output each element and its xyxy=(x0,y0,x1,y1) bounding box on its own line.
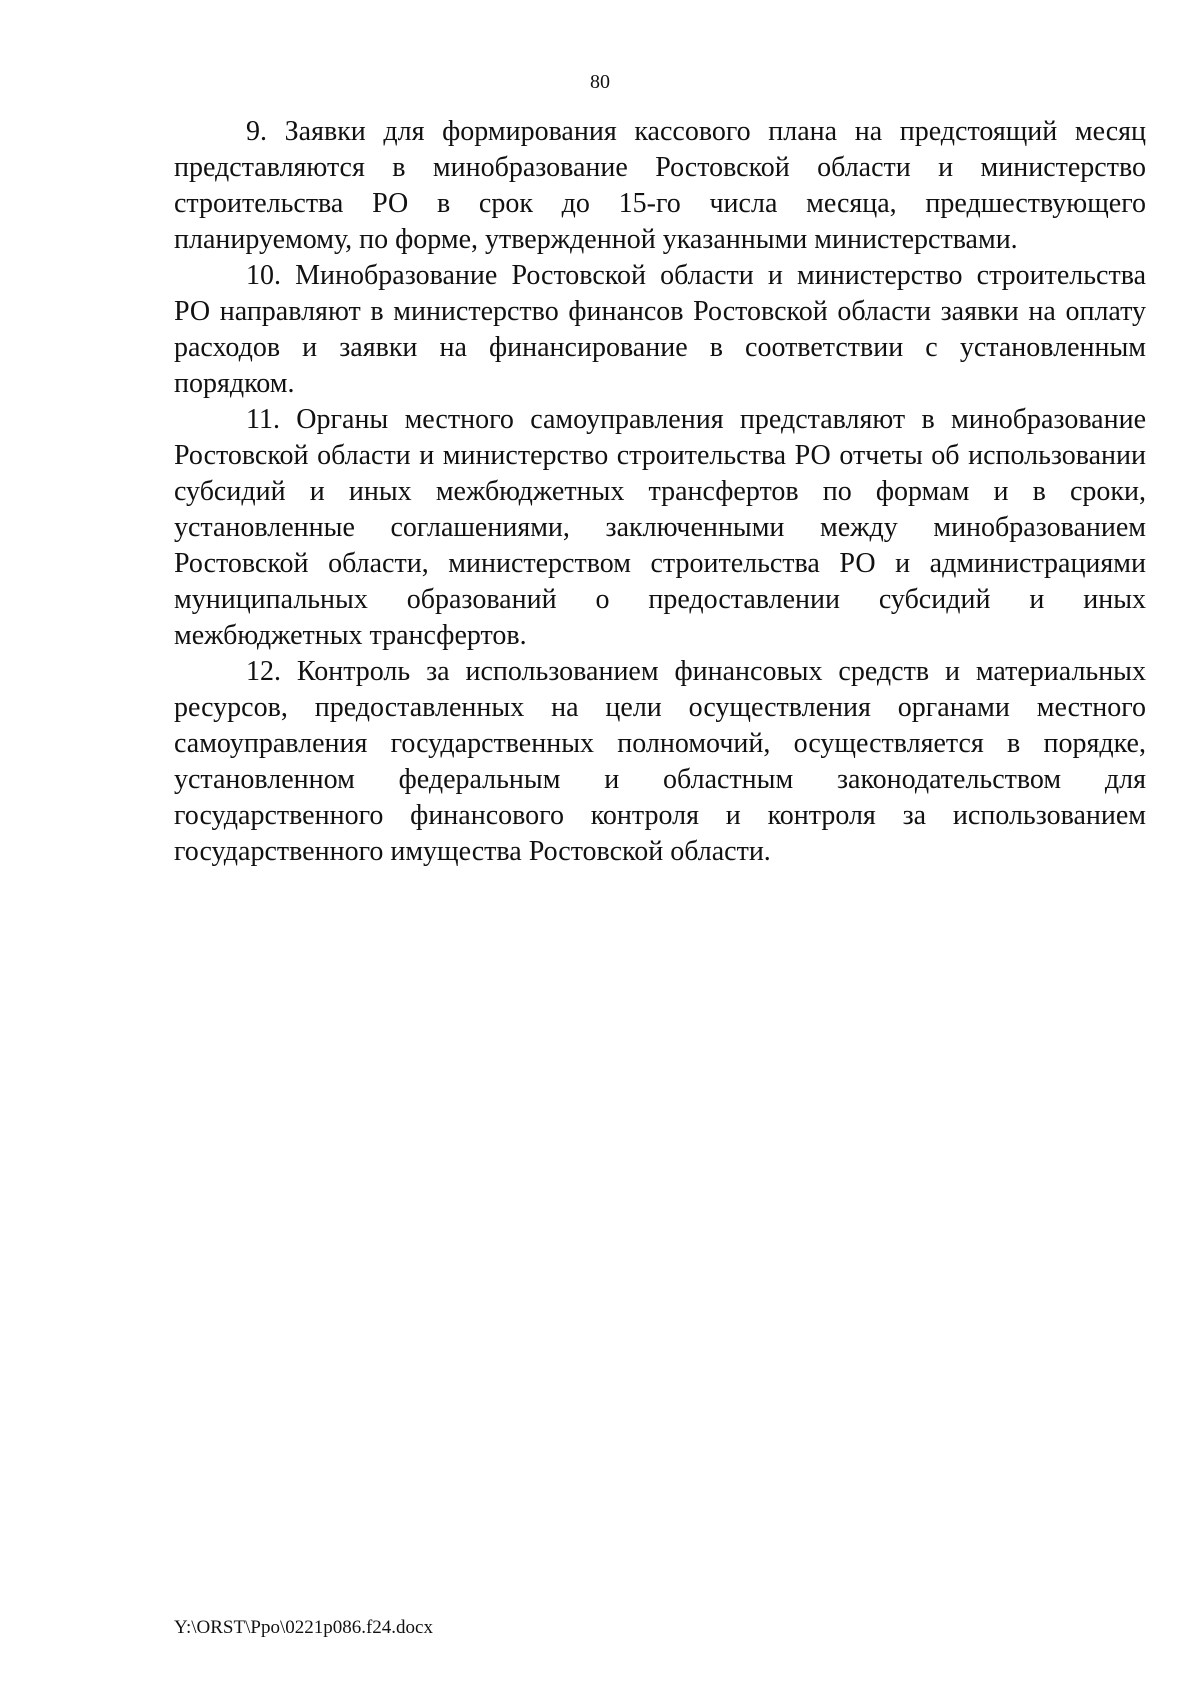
paragraph-10: 10. Минобразование Ростовской области и министерство строительства РО направляют в министерство финансов Ростовской области заявки на оплату расходов и заявки на финансирование в соответствии с установленным порядком. xyxy=(174,260,1146,399)
paragraph-12: 12. Контроль за использованием финансовых средств и материальных ресурсов, предоставленных на цели осуществления органами местного самоуправления государственных полномочий, осуществляется в порядке, установленном федеральным и областным законодательством для государственного финансового контроля и контроля за использованием государственного имущества Ростовской области. xyxy=(174,656,1146,867)
paragraph-11: 11. Органы местного самоуправления представляют в минобразование Ростовской области и министерство строительства РО отчеты об использовании субсидий и иных межбюджетных трансфертов по формам и в сроки, установленные соглашениями, заключенными между минобразованием Ростовской области, министерством строительства РО и администрациями муниципальных образований о предоставлении субсидий и иных межбюджетных трансфертов. xyxy=(174,404,1146,651)
page-number: 80 xyxy=(590,71,610,93)
document-body xyxy=(174,114,1146,870)
file-path-footer: Y:\ORST\Ppo\0221p086.f24.docx xyxy=(174,1617,433,1638)
paragraph-9: 9. Заявки для формирования кассового плана на предстоящий месяц представляются в минобразование Ростовской области и министерство строительства РО в срок до 15-го числа месяца, предшествующего планируемому, по форме, утвержденной указанными министерствами. xyxy=(174,116,1146,255)
